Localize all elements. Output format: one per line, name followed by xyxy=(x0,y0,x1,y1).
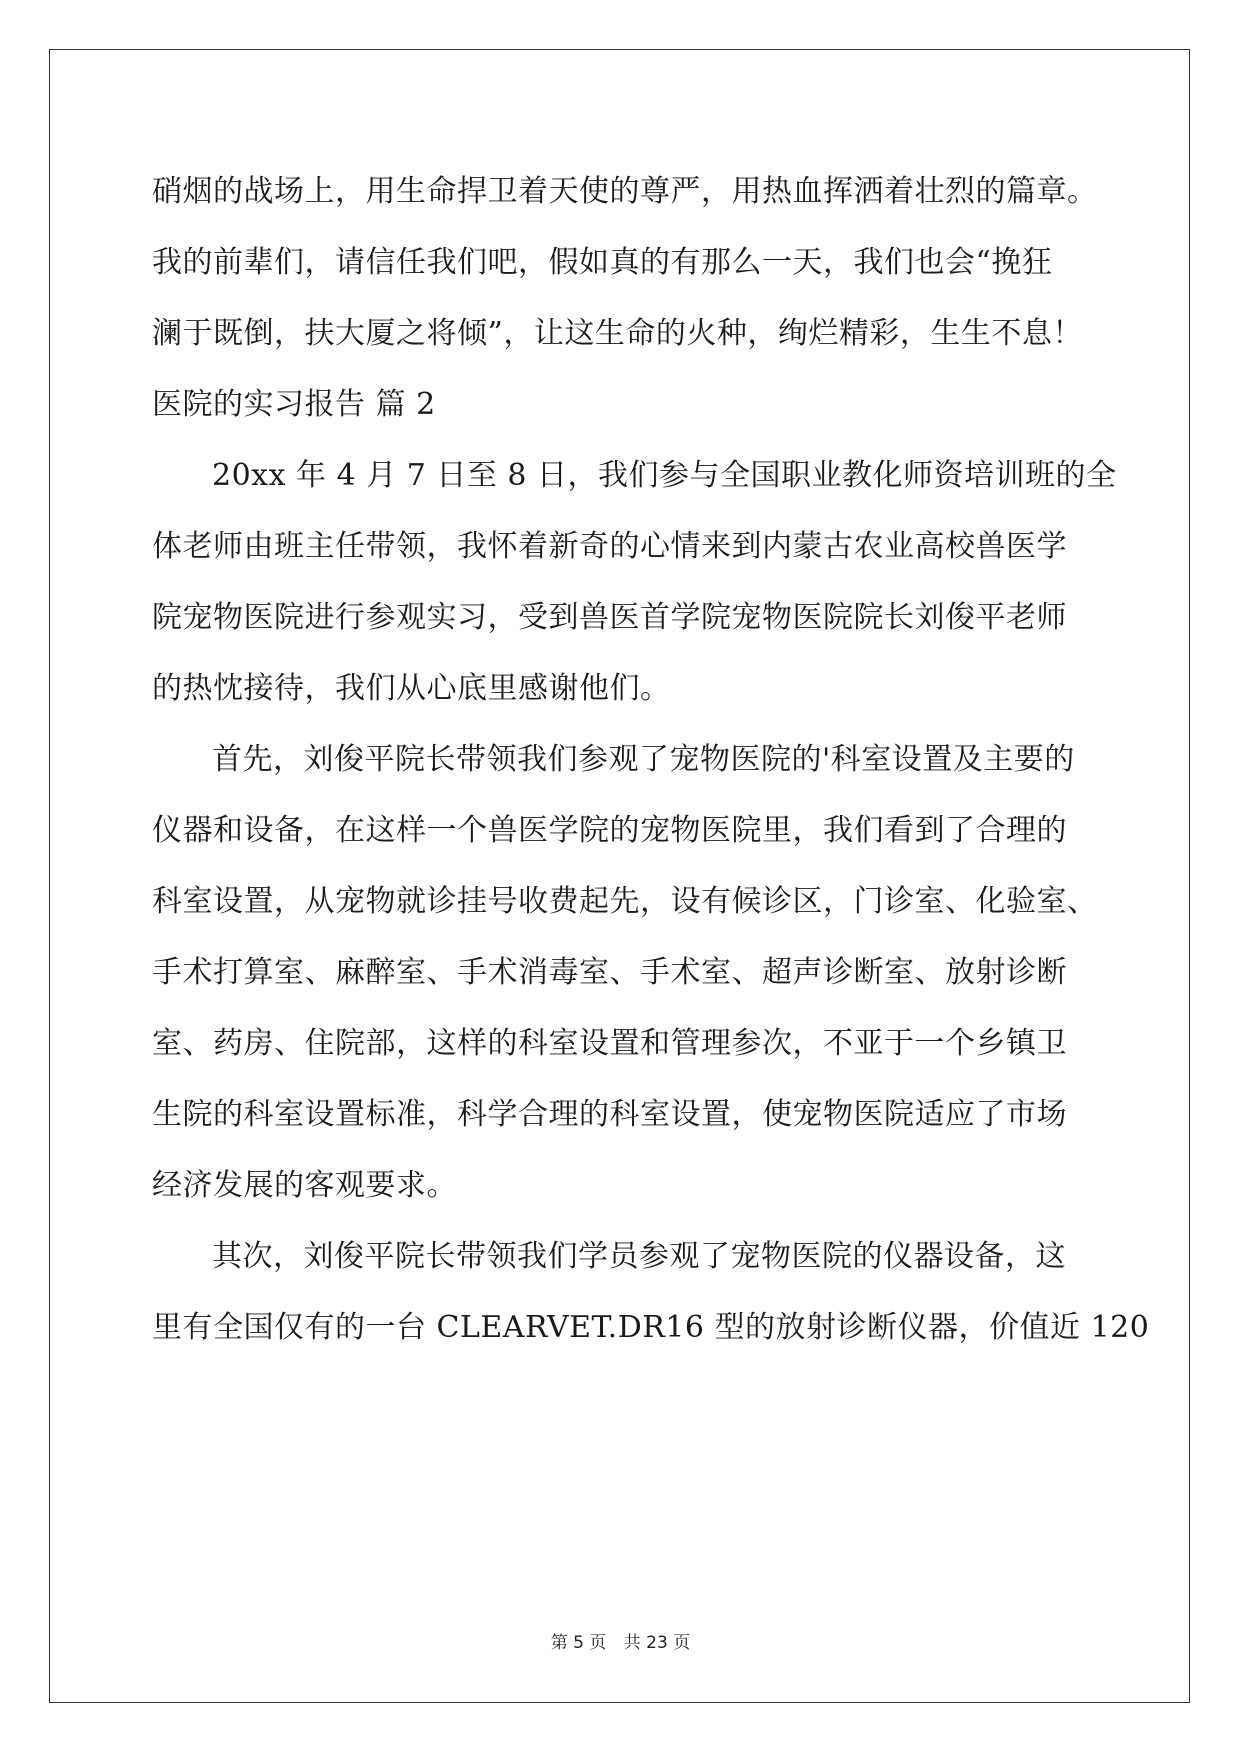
section-heading: 医院的实习报告 篇 2 xyxy=(152,387,436,422)
text-line: 体老师由班主任带领，我怀着新奇的心情来到内蒙古农业高校兽医学 xyxy=(152,529,1067,564)
paragraph-first-line: 其次，刘俊平院长带领我们学员参观了宠物医院的仪器设备，这 xyxy=(212,1239,1066,1274)
document-body xyxy=(152,156,1150,1363)
text-line: 里有全国仅有的一台 CLEARVET.DR16 型的放射诊断仪器，价值近 120 xyxy=(152,1310,1150,1345)
page-number: 第 5 页 xyxy=(550,1633,607,1653)
text-line: 我的前辈们，请信任我们吧，假如真的有那么一天，我们也会“挽狂 xyxy=(152,245,1053,280)
text-line: 硝烟的战场上，用生命捍卫着天使的尊严，用热血挥洒着壮烈的篇章。 xyxy=(152,174,1098,209)
page-total: 共 23 页 xyxy=(623,1633,691,1653)
text-line: 院宠物医院进行参观实习，受到兽医首学院宠物医院院长刘俊平老师 xyxy=(152,600,1067,635)
text-line: 澜于既倒，扶大厦之将倾”，让这生命的火种，绚烂精彩，生生不息！ xyxy=(152,316,1083,351)
paragraph-first-line: 首先，刘俊平院长带领我们参观了宠物医院的'科室设置及主要的 xyxy=(212,742,1075,777)
text-line: 仪器和设备，在这样一个兽医学院的宠物医院里，我们看到了合理的 xyxy=(152,813,1067,848)
text-line: 科室设置，从宠物就诊挂号收费起先，设有候诊区，门诊室、化验室、 xyxy=(152,884,1098,919)
text-line: 生院的科室设置标准，科学合理的科室设置，使宠物医院适应了市场 xyxy=(152,1097,1067,1132)
text-line: 的热忱接待，我们从心底里感谢他们。 xyxy=(152,671,671,706)
page-footer xyxy=(0,1628,1241,1653)
text-line: 经济发展的客观要求。 xyxy=(152,1168,457,1203)
paragraph-first-line: 20xx 年 4 月 7 日至 8 日，我们参与全国职业教化师资培训班的全 xyxy=(212,458,1117,493)
text-line: 室、药房、住院部，这样的科室设置和管理参次，不亚于一个乡镇卫 xyxy=(152,1026,1067,1061)
text-line: 手术打算室、麻醉室、手术消毒室、手术室、超声诊断室、放射诊断 xyxy=(152,955,1067,990)
